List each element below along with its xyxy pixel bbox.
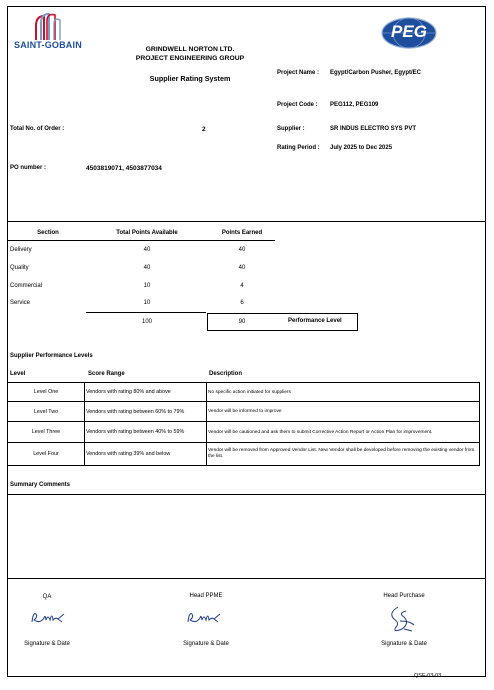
points-row-available: 10 xyxy=(143,283,151,289)
signature-head-ppme-mark xyxy=(184,608,228,628)
points-row-section: Commercial xyxy=(10,283,43,289)
project-code-label: Project Code : xyxy=(277,102,318,108)
form-code: QSF-03-03 xyxy=(414,673,442,679)
summary-top-rule xyxy=(7,494,486,495)
points-row-section: Delivery xyxy=(10,247,32,253)
level-description: Vendor will be removed from Approved Vendor List. New Vendor shall be developed before removing the existing vendor from the list. xyxy=(208,448,475,459)
po-number-value: 4503819071, 4503877034 xyxy=(86,165,162,172)
signature-role-head-ppme: Head PPME xyxy=(189,593,223,599)
table-row xyxy=(7,421,85,443)
level-range: Vendors with rating 80% and above xyxy=(86,389,171,395)
supplier-value: SR INDUS ELECTRO SYS PVT xyxy=(330,126,417,132)
company-name: GRINDWELL NORTON LTD. xyxy=(145,46,235,53)
supplier-label: Supplier : xyxy=(277,126,305,132)
points-total-earned: 90 xyxy=(238,319,246,325)
level-name: Level Three xyxy=(31,429,61,435)
levels-heading: Supplier Performance Levels xyxy=(10,353,93,359)
table-row xyxy=(7,401,85,422)
points-row-earned: 4 xyxy=(240,283,244,289)
signature-head-purchase-mark xyxy=(384,603,420,635)
rating-period-label: Rating Period : xyxy=(277,145,320,151)
points-header-section: Section xyxy=(37,230,59,236)
table-row xyxy=(84,442,207,466)
total-orders-label: Total No. of Order : xyxy=(10,126,65,132)
project-name-label: Project Name : xyxy=(277,70,320,76)
level-description: Vendor will be cautioned and ask them to submit Corrective Action Report or Action Plan for improvement. xyxy=(208,429,433,435)
points-row-earned: 6 xyxy=(240,300,244,306)
level-name: Level One xyxy=(33,389,59,395)
peg-logo xyxy=(380,16,438,50)
table-row xyxy=(84,401,207,422)
table-row xyxy=(84,421,207,443)
total-orders-value: 2 xyxy=(202,126,206,133)
levels-header-description: Description xyxy=(209,371,243,377)
points-row-available: 10 xyxy=(143,300,151,306)
level-range: Vendors with rating between 60% to 79% xyxy=(86,408,185,415)
signature-date-label-qa: Signature & Date xyxy=(24,641,70,647)
peg-wordmark: PEG xyxy=(391,22,427,41)
performance-level-label: Performance Level xyxy=(288,318,342,324)
points-row-available: 40 xyxy=(143,265,151,271)
points-header-rule xyxy=(7,240,275,241)
level-name: Level Four xyxy=(33,451,59,457)
saint-gobain-wordmark: SAINT-GOBAIN xyxy=(14,40,82,50)
table-row xyxy=(206,401,480,422)
page-frame xyxy=(7,6,486,677)
table-row xyxy=(206,382,480,402)
table-row xyxy=(206,442,480,466)
page-title: Supplier Rating System xyxy=(149,74,231,83)
levels-header-range: Score Range xyxy=(88,371,125,377)
levels-header-level: Level xyxy=(10,371,26,377)
points-header-available: Total Points Available xyxy=(116,230,178,236)
saint-gobain-arch-icon xyxy=(14,12,84,42)
summary-heading: Summary Comments xyxy=(10,482,71,488)
po-number-label: PO number : xyxy=(10,165,47,171)
project-code-value: PEG112, PEG109 xyxy=(330,102,379,108)
project-name-value: Egypt/Carbon Pusher, Egypt/EC xyxy=(330,70,422,76)
group-name: PROJECT ENGINEERING GROUP xyxy=(135,55,245,62)
signature-role-qa: QA xyxy=(42,594,52,600)
points-row-earned: 40 xyxy=(238,247,246,253)
signature-date-label-head-ppme: Signature & Date xyxy=(183,641,229,647)
points-row-section: Quality xyxy=(10,265,29,271)
table-row xyxy=(7,442,85,466)
divider-points-top xyxy=(7,221,486,222)
table-row xyxy=(7,382,85,402)
level-description: Vendor will be informed to improve xyxy=(208,409,282,414)
points-total-rule xyxy=(86,312,206,313)
saint-gobain-logo xyxy=(14,12,84,54)
signature-role-head-purchase: Head Purchase xyxy=(383,593,425,599)
level-range: Vendors with rating 39% and below xyxy=(86,451,171,457)
table-row xyxy=(206,421,480,443)
points-row-section: Service xyxy=(10,300,31,306)
signature-qa-mark xyxy=(28,608,72,628)
signature-date-label-head-purchase: Signature & Date xyxy=(381,641,427,647)
points-row-available: 40 xyxy=(143,247,151,253)
rating-period-value: July 2025 to Dec 2025 xyxy=(330,145,393,151)
level-name: Level Two xyxy=(33,408,59,415)
points-header-earned: Points Earned xyxy=(221,230,263,236)
points-row-earned: 40 xyxy=(238,265,246,271)
level-range: Vendors with rating between 40% to 59% xyxy=(86,429,185,435)
table-row xyxy=(84,382,207,402)
summary-bottom-rule xyxy=(7,578,486,579)
level-description: No specific action initiated for suppliers xyxy=(208,389,291,395)
points-total-available: 100 xyxy=(141,319,152,325)
